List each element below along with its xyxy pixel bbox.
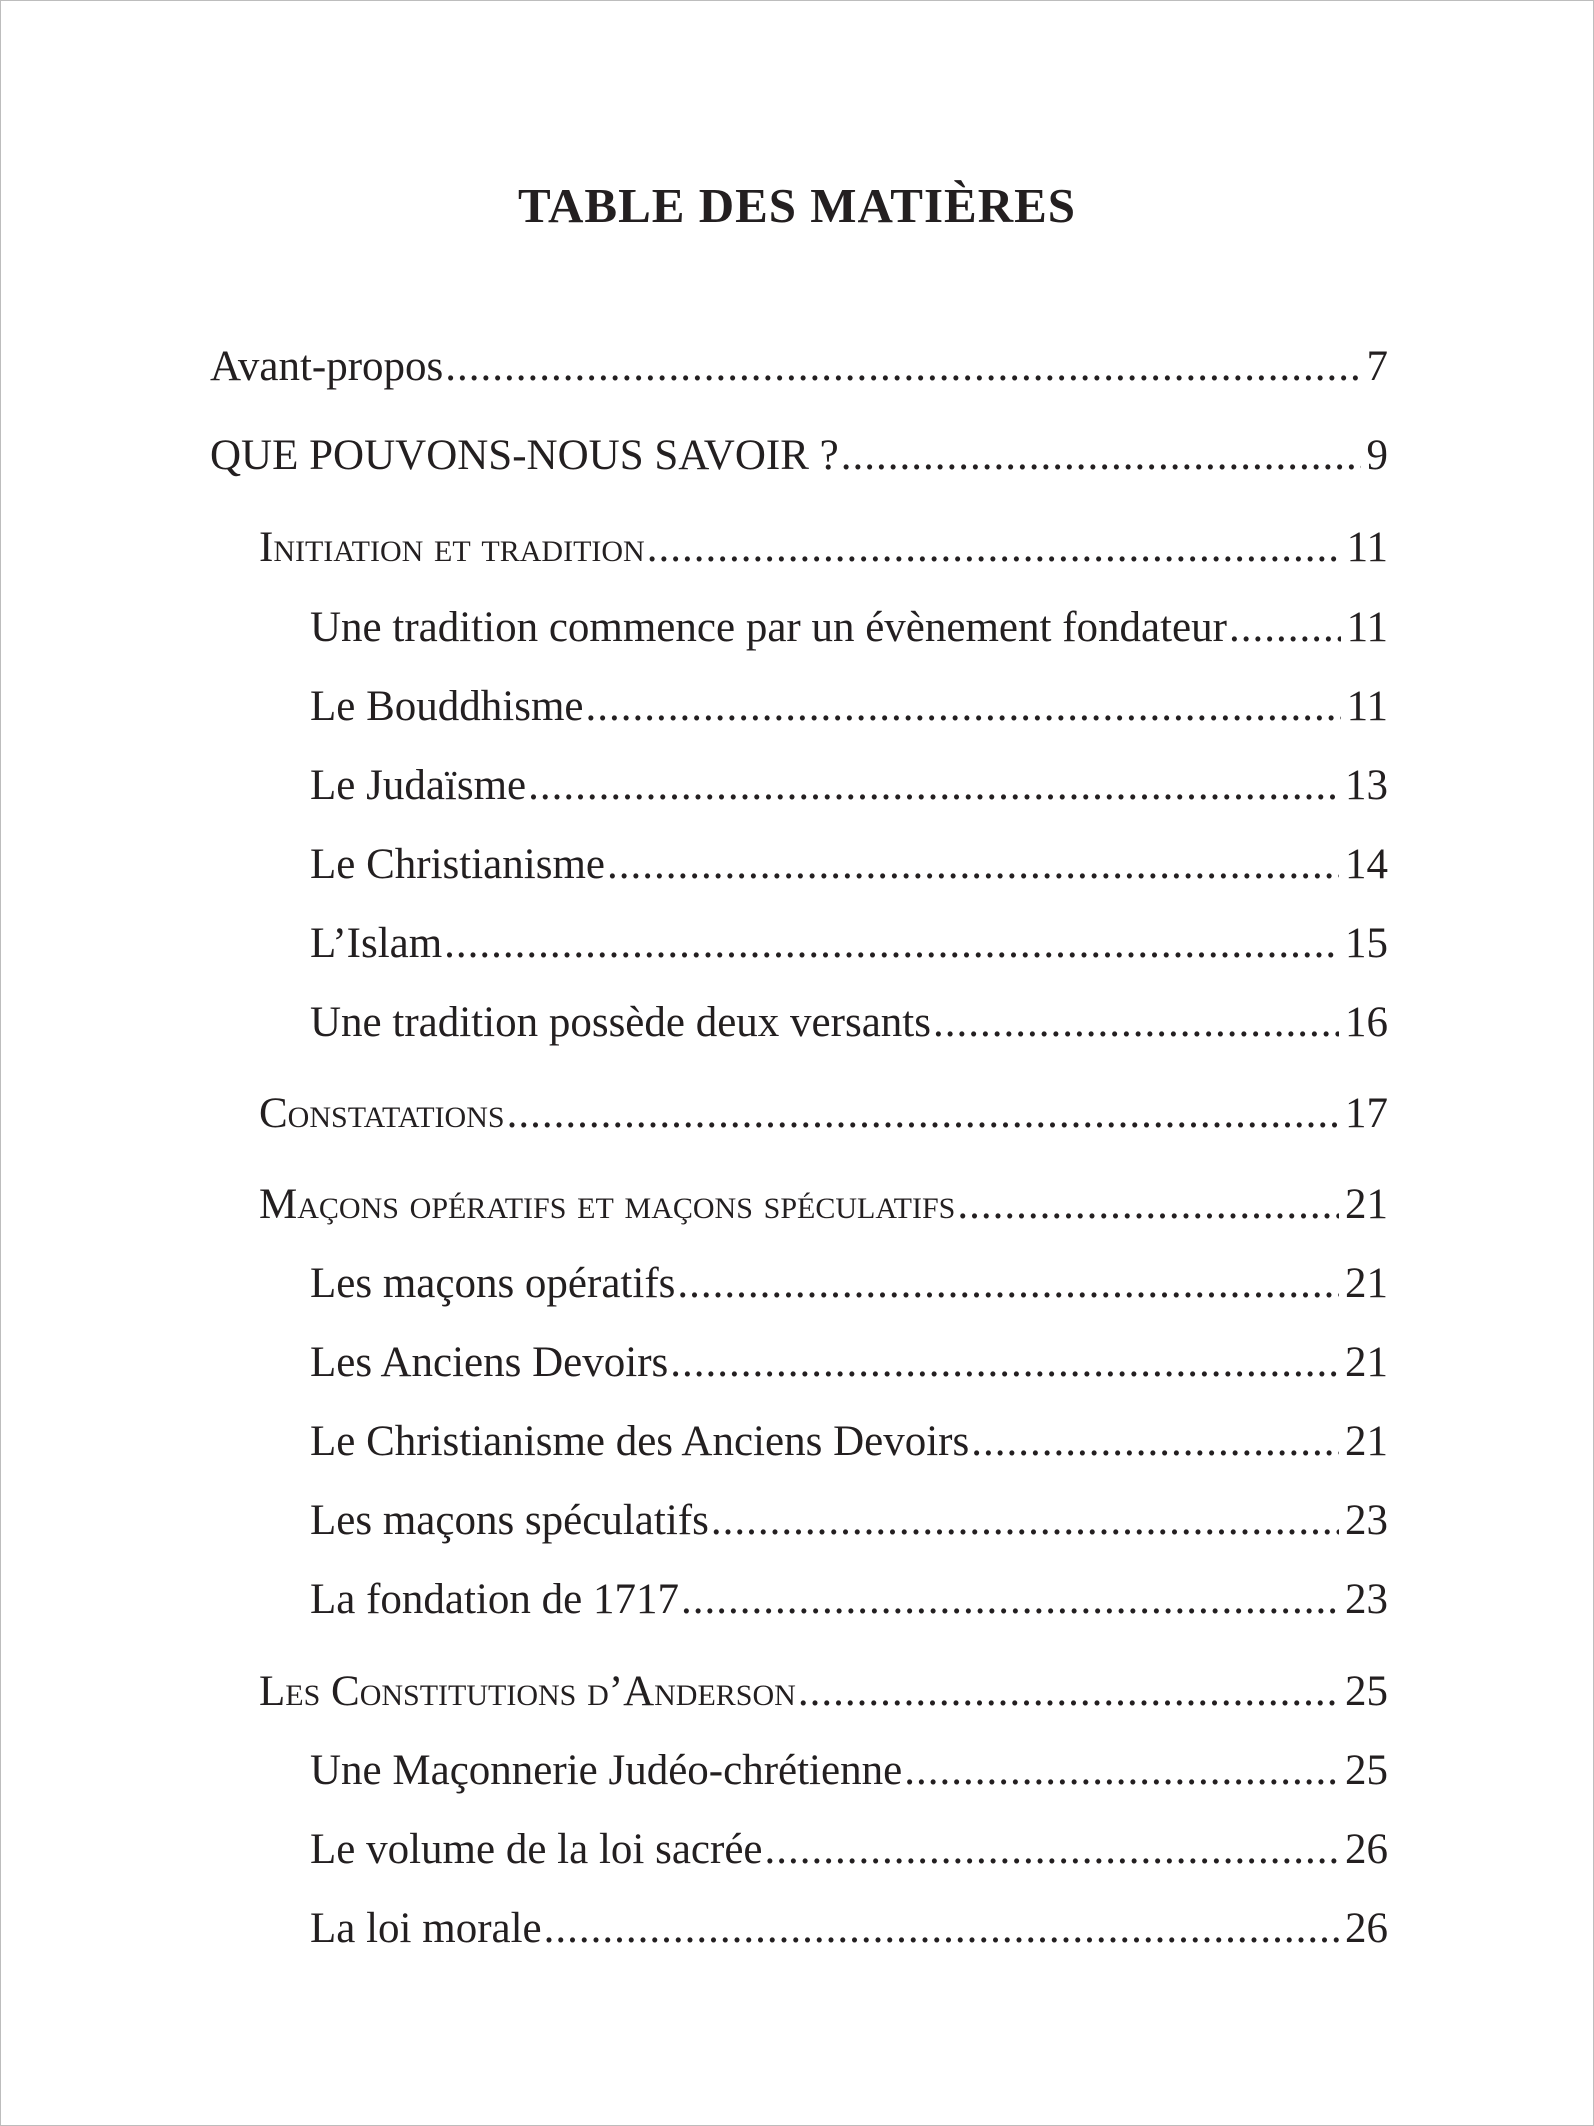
toc-entry-macons-speculatifs[interactable] (310, 1493, 1388, 1549)
toc-entry-anciens-devoirs[interactable] (310, 1335, 1388, 1391)
toc-entry-label: Une tradition possède deux versants (310, 999, 931, 1046)
toc-entry-loi-morale[interactable] (310, 1901, 1388, 1957)
toc-page-number: 13 (1345, 762, 1388, 809)
dot-leader (444, 916, 1339, 972)
toc-entry-label: Maçons opératifs et maçons spéculatifs (259, 1181, 956, 1228)
toc-entry-bouddhisme[interactable] (310, 679, 1388, 735)
dot-leader (1229, 600, 1341, 656)
dot-leader (670, 1335, 1339, 1391)
toc-entry-que-pouvons-nous-savoir[interactable] (210, 428, 1388, 484)
toc-entry-label: Une Maçonnerie Judéo-chrétienne (310, 1747, 903, 1794)
dot-leader (507, 1086, 1339, 1142)
dot-leader (971, 1414, 1339, 1470)
toc-page-number: 15 (1345, 920, 1388, 967)
toc-page-number: 23 (1345, 1576, 1388, 1623)
toc-page-number: 23 (1345, 1497, 1388, 1544)
dot-leader (798, 1664, 1339, 1720)
toc-entry-label: Constatations (259, 1090, 505, 1137)
dot-leader (528, 758, 1339, 814)
toc-page-number: 14 (1345, 841, 1388, 888)
dot-leader (765, 1822, 1340, 1878)
toc-entry-label: Les Constitutions d’Anderson (259, 1668, 796, 1715)
toc-entry-label: Avant-propos (210, 343, 444, 390)
toc-page-number: 25 (1345, 1668, 1388, 1715)
dot-leader (647, 520, 1341, 576)
toc-entry-maconnerie-judeo-chretienne[interactable] (310, 1743, 1388, 1799)
toc-entry-deux-versants[interactable] (310, 995, 1388, 1051)
toc-entry-constatations[interactable] (259, 1086, 1388, 1142)
toc-entry-label: L’Islam (310, 920, 443, 967)
toc-entry-christianisme-anciens-devoirs[interactable] (310, 1414, 1388, 1470)
toc-page-number: 9 (1366, 432, 1388, 479)
dot-leader (586, 679, 1341, 735)
toc-entry-label: QUE POUVONS-NOUS SAVOIR ? (210, 432, 839, 479)
toc-entry-christianisme[interactable] (310, 837, 1388, 893)
toc-entry-avant-propos[interactable] (210, 339, 1388, 395)
toc-page-number: 21 (1345, 1339, 1388, 1386)
dot-leader (681, 1572, 1339, 1628)
dot-leader (841, 428, 1361, 484)
page-title: TABLE DES MATIÈRES (517, 178, 1077, 233)
toc-page-number: 26 (1345, 1826, 1388, 1873)
toc-entry-label: Une tradition commence par un évènement fondateur (310, 604, 1227, 651)
toc-entry-label: Le Judaïsme (310, 762, 527, 809)
dot-leader (711, 1493, 1339, 1549)
dot-leader (933, 995, 1339, 1051)
dot-leader (957, 1177, 1339, 1233)
toc-page-number: 21 (1345, 1260, 1388, 1307)
dot-leader (904, 1743, 1339, 1799)
toc-entry-label: Les maçons spéculatifs (310, 1497, 709, 1544)
toc-page-number: 17 (1345, 1090, 1388, 1137)
toc-entry-label: Le Bouddhisme (310, 683, 584, 730)
toc-page-number: 11 (1346, 683, 1388, 730)
toc-page-number: 26 (1345, 1905, 1388, 1952)
toc-entry-label: Le Christianisme (310, 841, 605, 888)
dot-leader (607, 837, 1339, 893)
toc-page-number: 11 (1346, 524, 1388, 571)
dot-leader (445, 339, 1360, 395)
toc-page-number: 21 (1345, 1181, 1388, 1228)
toc-entry-label: Les maçons opératifs (310, 1260, 676, 1307)
toc-page-number: 11 (1346, 604, 1388, 651)
toc-entry-constitutions-anderson[interactable] (259, 1664, 1388, 1720)
toc-entry-macons-operatifs-speculatifs[interactable] (259, 1177, 1388, 1233)
toc-entry-initiation-et-tradition[interactable] (259, 520, 1388, 576)
toc-entry-label: La fondation de 1717 (310, 1576, 679, 1623)
toc-entry-label: Le Christianisme des Anciens Devoirs (310, 1418, 970, 1465)
toc-entry-fondation-1717[interactable] (310, 1572, 1388, 1628)
toc-entry-macons-operatifs[interactable] (310, 1256, 1388, 1312)
toc-entry-volume-loi-sacree[interactable] (310, 1822, 1388, 1878)
toc-entry-islam[interactable] (310, 916, 1388, 972)
toc-entry-label: Initiation et tradition (259, 524, 645, 571)
toc-entry-evenement-fondateur[interactable] (310, 600, 1388, 656)
toc-page-number: 25 (1345, 1747, 1388, 1794)
dot-leader (544, 1901, 1339, 1957)
toc-page-number: 21 (1345, 1418, 1388, 1465)
toc-page-number: 16 (1345, 999, 1388, 1046)
dot-leader (677, 1256, 1339, 1312)
toc-entry-label: La loi morale (310, 1905, 542, 1952)
toc-page-number: 7 (1366, 343, 1388, 390)
toc-entry-judaisme[interactable] (310, 758, 1388, 814)
toc-entry-label: Le volume de la loi sacrée (310, 1826, 763, 1873)
toc-entry-label: Les Anciens Devoirs (310, 1339, 669, 1386)
